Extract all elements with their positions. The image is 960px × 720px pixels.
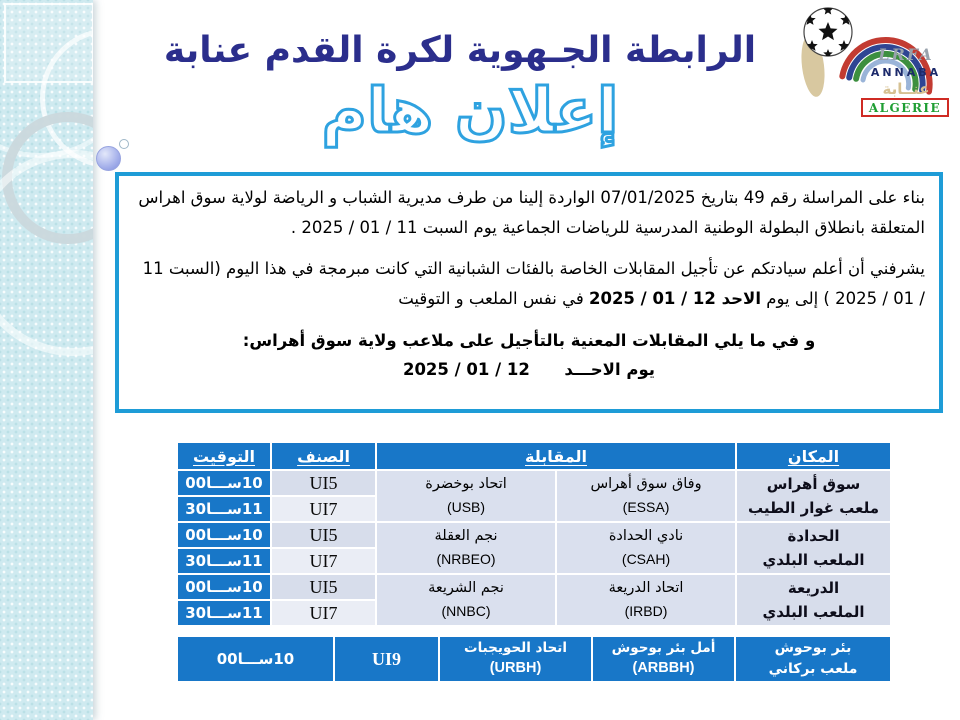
paragraph-intro: [133, 183, 925, 242]
schedule-table: [176, 441, 892, 627]
category-cell: UI5: [272, 471, 375, 495]
announcement-banner: إعلان هام: [321, 74, 619, 147]
time-cell: 11ســـا30: [178, 549, 270, 573]
logo-country: ALGERIE: [868, 101, 942, 115]
logo-city-arabic: عنــابة: [882, 80, 930, 98]
postponement-text-pre: يشرفني أن أعلم سيادتكم عن تأجيل المقابلات الخاصة بالفئات الشبانية التي كانت مبرمجة في هذا اليوم (السبت 11 / 01 / 2025 ) إلى يوم: [142, 259, 925, 309]
team-home-cell: نادي الحدادة (CSAH): [557, 523, 735, 573]
paragraph-postponement: [133, 254, 925, 313]
postponement-new-date: الاحد 12 / 01 / 2025: [588, 289, 761, 309]
decorative-band: [0, 0, 93, 720]
decorative-small-ring: [119, 139, 129, 149]
table-row: [178, 575, 890, 599]
decorative-sphere: [96, 146, 121, 171]
col-header-time: التوقيت: [178, 443, 270, 469]
team-away-cell: نجم العقلة (NRBEO): [377, 523, 555, 573]
col-header-match: المقابلة: [377, 443, 735, 469]
time-cell: 10ســـا00: [178, 575, 270, 599]
place-cell: بئر بوحوش ملعب بركاني: [736, 637, 890, 681]
category-cell: UI9: [335, 637, 438, 681]
league-logo: [800, 2, 952, 120]
time-cell: 10ســـا00: [178, 471, 270, 495]
team-away-cell: اتحاد الحويجبات (URBH): [440, 637, 591, 681]
page-title: الرابطة الجـهوية لكرة القدم عنابة: [163, 30, 757, 72]
logo-city: ANNABA: [870, 66, 942, 79]
postponement-text-post: في نفس الملعب و التوقيت: [398, 289, 589, 309]
announcement-box: [115, 172, 943, 413]
special-match-table: [176, 635, 892, 683]
place-cell: الدريعة الملعب البلدي: [737, 575, 890, 625]
time-cell: 11ســـا30: [178, 601, 270, 625]
category-cell: UI7: [272, 601, 375, 625]
col-header-category: الصنف: [272, 443, 375, 469]
logo-acronym: LRFA: [878, 45, 934, 64]
category-cell: UI7: [272, 497, 375, 521]
logo-graphic: [800, 2, 952, 120]
team-home-cell: أمل بئر بوحوش (ARBBH): [593, 637, 734, 681]
paragraph-list-intro: و في ما يلي المقابلات المعنية بالتأجيل على ملاعب ولاية سوق أهراس:: [242, 330, 816, 350]
table-row: [178, 471, 890, 495]
table-header-row: [178, 443, 890, 469]
paragraph-match-day: يوم الاحـــد 12 / 01 / 2025: [402, 360, 656, 380]
category-cell: UI5: [272, 575, 375, 599]
team-home-cell: وفاق سوق أهراس (ESSA): [557, 471, 735, 521]
team-away-cell: اتحاد بوخضرة (USB): [377, 471, 555, 521]
col-header-place: المكان: [737, 443, 890, 469]
category-cell: UI7: [272, 549, 375, 573]
paragraph-intro-text: بناء على المراسلة رقم 49 بتاريخ 07/01/2025 الواردة إلينا من طرف مديرية الشباب و الرياضة لولاية سوق اهراس المتعلقة بانطلاق البطولة الوطنية المدرسية للرياضات الجماعية يوم السبت 11 / 01 / 2025 .: [138, 188, 925, 237]
time-cell: 11ســـا30: [178, 497, 270, 521]
time-cell: 10ســـا00: [178, 523, 270, 547]
decorative-circle: [0, 150, 93, 356]
place-cell: الحدادة الملعب البلدي: [737, 523, 890, 573]
time-cell: 10ســـا00: [178, 637, 333, 681]
team-away-cell: نجم الشريعة (NNBC): [377, 575, 555, 625]
place-cell: سوق أهراس ملعب غوار الطيب: [737, 471, 890, 521]
table-row: [178, 637, 890, 681]
team-home-cell: اتحاد الدريعة (IRBD): [557, 575, 735, 625]
category-cell: UI5: [272, 523, 375, 547]
table-row: [178, 523, 890, 547]
